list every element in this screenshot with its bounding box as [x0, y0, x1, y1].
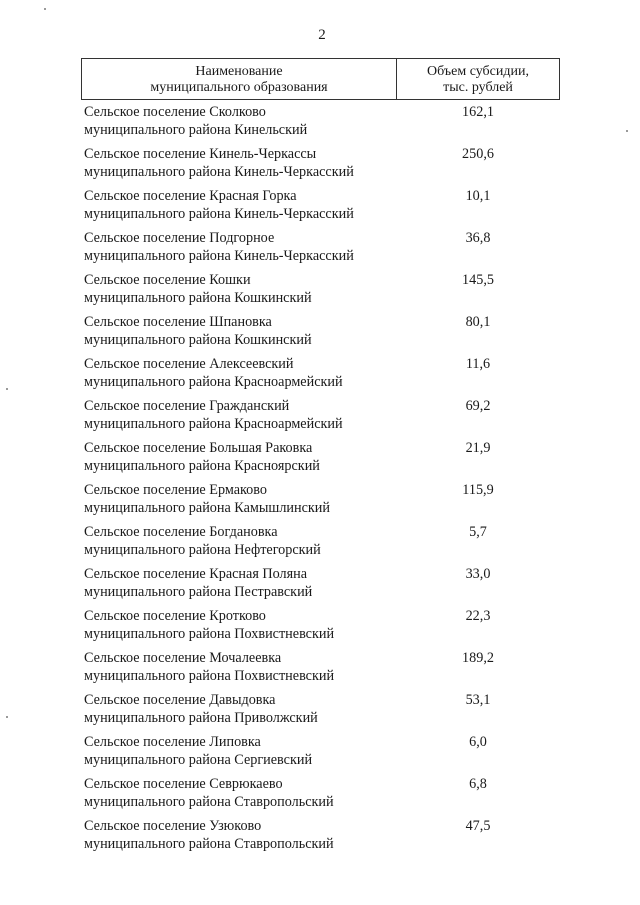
- settlement-name: Сельское поселение Кошки: [84, 272, 251, 288]
- table-row: [81, 565, 560, 607]
- table-row: [81, 145, 560, 187]
- municipality-cell: [81, 145, 396, 187]
- settlement-name: Сельское поселение Давыдовка: [84, 692, 276, 708]
- municipality-cell: [81, 187, 396, 229]
- table-row: [81, 439, 560, 481]
- table-row: [81, 481, 560, 523]
- district-name: муниципального района Кошкинский: [84, 332, 312, 348]
- municipality-cell: [81, 481, 396, 523]
- table-row: [81, 397, 560, 439]
- municipality-cell: [81, 103, 396, 145]
- municipality-cell: [81, 523, 396, 565]
- district-name: муниципального района Приволжский: [84, 710, 318, 726]
- district-name: муниципального района Похвистневский: [84, 668, 335, 684]
- settlement-name: Сельское поселение Подгорное: [84, 230, 275, 246]
- subsidy-amount: 21,9: [465, 440, 491, 456]
- municipality-cell: [81, 691, 396, 733]
- subsidy-amount: 69,2: [465, 398, 491, 414]
- table-row: [81, 187, 560, 229]
- settlement-name: Сельское поселение Гражданский: [84, 398, 290, 414]
- district-name: муниципального района Ставропольский: [84, 836, 334, 852]
- municipality-cell: [81, 565, 396, 607]
- settlement-name: Сельское поселение Кинель-Черкассы: [84, 146, 317, 162]
- table-row: [81, 355, 560, 397]
- table-row: [81, 733, 560, 775]
- table-row: [81, 313, 560, 355]
- district-name: муниципального района Красноярский: [84, 458, 320, 474]
- table-header: [81, 58, 560, 100]
- settlement-name: Сельское поселение Узюково: [84, 818, 262, 834]
- subsidy-amount: 115,9: [462, 482, 494, 498]
- column-header-name: [82, 59, 397, 99]
- column-header-name-line1: Наименование: [195, 64, 283, 79]
- settlement-name: Сельское поселение Севрюкаево: [84, 776, 283, 792]
- municipality-cell: [81, 733, 396, 775]
- table-row: [81, 691, 560, 733]
- settlement-name: Сельское поселение Алексеевский: [84, 356, 294, 372]
- settlement-name: Сельское поселение Шпановка: [84, 314, 272, 330]
- municipality-cell: [81, 397, 396, 439]
- municipality-cell: [81, 229, 396, 271]
- subsidy-amount: 47,5: [465, 818, 491, 834]
- municipality-cell: [81, 649, 396, 691]
- municipality-cell: [81, 313, 396, 355]
- municipality-cell: [81, 271, 396, 313]
- page-number: 2: [318, 27, 326, 43]
- subsidy-amount: 33,0: [465, 566, 491, 582]
- subsidy-amount: 36,8: [465, 230, 491, 246]
- municipality-cell: [81, 439, 396, 481]
- district-name: муниципального района Кинель-Черкасский: [84, 206, 354, 222]
- municipality-cell: [81, 775, 396, 817]
- scan-artifact: [626, 130, 628, 132]
- district-name: муниципального района Ставропольский: [84, 794, 334, 810]
- district-name: муниципального района Красноармейский: [84, 416, 343, 432]
- subsidy-amount: 80,1: [465, 314, 491, 330]
- district-name: муниципального района Пестравский: [84, 584, 313, 600]
- subsidy-table: [81, 58, 560, 859]
- settlement-name: Сельское поселение Ермаково: [84, 482, 267, 498]
- settlement-name: Сельское поселение Красная Поляна: [84, 566, 308, 582]
- settlement-name: Сельское поселение Сколково: [84, 104, 266, 120]
- subsidy-amount: 250,6: [462, 146, 494, 162]
- district-name: муниципального района Кошкинский: [84, 290, 312, 306]
- subsidy-amount: 5,7: [469, 524, 487, 540]
- district-name: муниципального района Кинельский: [84, 122, 308, 138]
- scan-artifact: [6, 716, 8, 718]
- subsidy-amount: 145,5: [462, 272, 494, 288]
- district-name: муниципального района Нефтегорский: [84, 542, 321, 558]
- table-row: [81, 523, 560, 565]
- column-header-amount: [397, 59, 559, 99]
- settlement-name: Сельское поселение Липовка: [84, 734, 261, 750]
- subsidy-amount: 11,6: [465, 356, 491, 372]
- district-name: муниципального района Кинель-Черкасский: [84, 248, 354, 264]
- municipality-cell: [81, 817, 396, 859]
- column-header-amount-line2: тыс. рублей: [443, 80, 513, 95]
- table-row: [81, 775, 560, 817]
- column-header-amount-line1: Объем субсидии,: [427, 64, 529, 79]
- district-name: муниципального района Похвистневский: [84, 626, 335, 642]
- district-name: муниципального района Красноармейский: [84, 374, 343, 390]
- municipality-cell: [81, 355, 396, 397]
- table-row: [81, 649, 560, 691]
- scan-artifact: [6, 388, 8, 390]
- municipality-cell: [81, 607, 396, 649]
- subsidy-amount: 6,0: [469, 734, 487, 750]
- settlement-name: Сельское поселение Мочалеевка: [84, 650, 282, 666]
- subsidy-amount: 53,1: [465, 692, 491, 708]
- table-row: [81, 607, 560, 649]
- column-header-name-line2: муниципального образования: [150, 80, 328, 95]
- table-row: [81, 271, 560, 313]
- district-name: муниципального района Кинель-Черкасский: [84, 164, 354, 180]
- table-row: [81, 229, 560, 271]
- table-row: [81, 103, 560, 145]
- district-name: муниципального района Сергиевский: [84, 752, 313, 768]
- settlement-name: Сельское поселение Большая Раковка: [84, 440, 313, 456]
- settlement-name: Сельское поселение Красная Горка: [84, 188, 297, 204]
- settlement-name: Сельское поселение Кротково: [84, 608, 266, 624]
- subsidy-amount: 10,1: [465, 188, 491, 204]
- district-name: муниципального района Камышлинский: [84, 500, 330, 516]
- subsidy-amount: 189,2: [462, 650, 494, 666]
- table-body: [81, 103, 560, 859]
- subsidy-amount: 162,1: [462, 104, 494, 120]
- subsidy-amount: 22,3: [465, 608, 491, 624]
- table-row: [81, 817, 560, 859]
- subsidy-amount: 6,8: [469, 776, 487, 792]
- settlement-name: Сельское поселение Богдановка: [84, 524, 278, 540]
- scan-artifact: [44, 8, 46, 10]
